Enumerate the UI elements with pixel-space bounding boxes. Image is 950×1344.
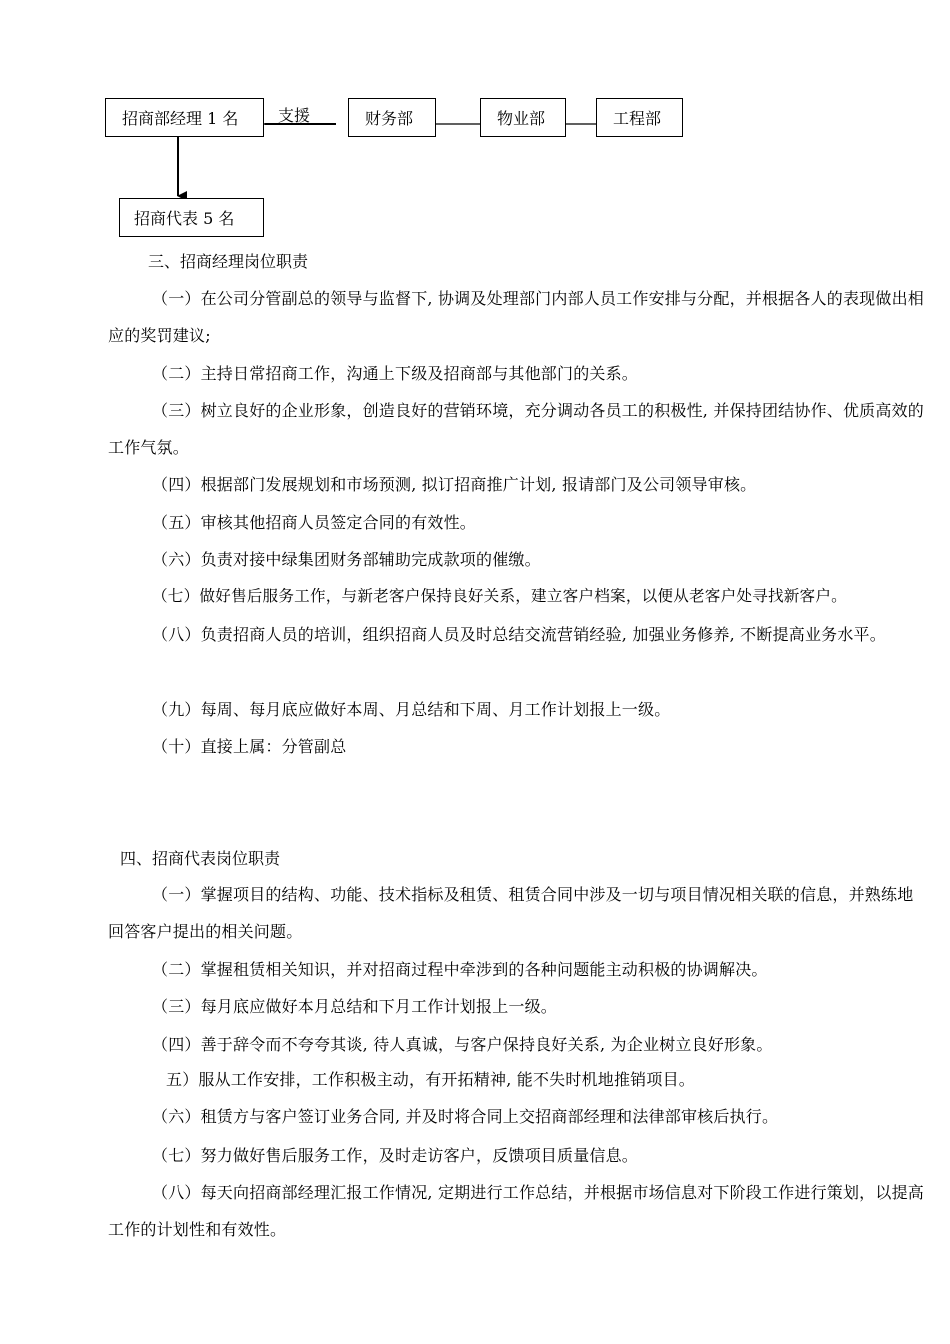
section3-item-2: （二）主持日常招商工作，沟通上下级及招商部与其他部门的关系。 — [152, 364, 639, 383]
section4-item-5: 五）服从工作安排，工作积极主动，有开拓精神, 能不失时机地推销项目。 — [166, 1070, 695, 1089]
representative-box — [119, 198, 264, 237]
section3-item-3: （三）树立良好的企业形象，创造良好的营销环境，充分调动各员工的积极性, 并保持团结协作、优质高效的工作气氛。 — [108, 401, 924, 457]
representative-label: 招商代表 5 名 — [134, 209, 235, 228]
property-label: 物业部 — [497, 109, 546, 128]
section3-item-4: （四）根据部门发展规划和市场预测, 拟订招商推广计划, 报请部门及公司领导审核。 — [152, 475, 757, 494]
finance-box — [348, 98, 436, 137]
section3-item-7: （七）做好售后服务工作，与新老客户保持良好关系，建立客户档案，以便从老客户处寻找新客户。 — [152, 587, 847, 605]
section4-item-8: （八）每天向招商部经理汇报工作情况, 定期进行工作总结，并根据市场信息对下阶段工作进行策划，以提高工作的计划性和有效性。 — [108, 1183, 924, 1239]
manager-box — [105, 98, 264, 137]
section3-title: 三、招商经理岗位职责 — [148, 252, 309, 271]
section3-item-5: （五）审核其他招商人员签定合同的有效性。 — [152, 513, 477, 532]
property-box — [480, 98, 566, 137]
engineering-box — [596, 98, 683, 137]
section3-item-6: （六）负责对接中绿集团财务部辅助完成款项的催缴。 — [152, 550, 541, 569]
section4-item-1: （一）掌握项目的结构、功能、技术指标及租赁、租赁合同中涉及一切与项目情况相关联的信息，并熟练地回答客户提出的相关问题。 — [108, 885, 914, 941]
section3-item-9: （九）每周、每月底应做好本周、月总结和下周、月工作计划报上一级。 — [152, 700, 671, 719]
support-label: 支援 — [278, 106, 311, 125]
engineering-label: 工程部 — [613, 109, 662, 128]
section3-item-10: （十）直接上属：分管副总 — [152, 737, 347, 756]
section3-item-8: （八）负责招商人员的培训，组织招商人员及时总结交流营销经验, 加强业务修养, 不断提高业务水平。 — [152, 625, 886, 644]
section4-item-7: （七）努力做好售后服务工作，及时走访客户，反馈项目质量信息。 — [152, 1146, 639, 1165]
manager-label: 招商部经理 1 名 — [122, 109, 239, 128]
section4-item-4: （四）善于辞令而不夸夸其谈, 待人真诚，与客户保持良好关系, 为企业树立良好形象。 — [152, 1035, 773, 1054]
finance-label: 财务部 — [365, 109, 414, 128]
section4-item-2: （二）掌握租赁相关知识，并对招商过程中牵涉到的各种问题能主动积极的协调解决。 — [152, 960, 768, 979]
section3-item-1: （一）在公司分管副总的领导与监督下, 协调及处理部门内部人员工作安排与分配，并根据各人的表现做出相应的奖罚建议; — [108, 289, 924, 345]
section4-item-6: （六）租赁方与客户签订业务合同, 并及时将合同上交招商部经理和法律部审核后执行。 — [152, 1107, 779, 1126]
org-chart — [0, 0, 950, 250]
section4-title: 四、招商代表岗位职责 — [120, 849, 281, 868]
section4-item-3: （三）每月底应做好本月总结和下月工作计划报上一级。 — [152, 997, 558, 1016]
